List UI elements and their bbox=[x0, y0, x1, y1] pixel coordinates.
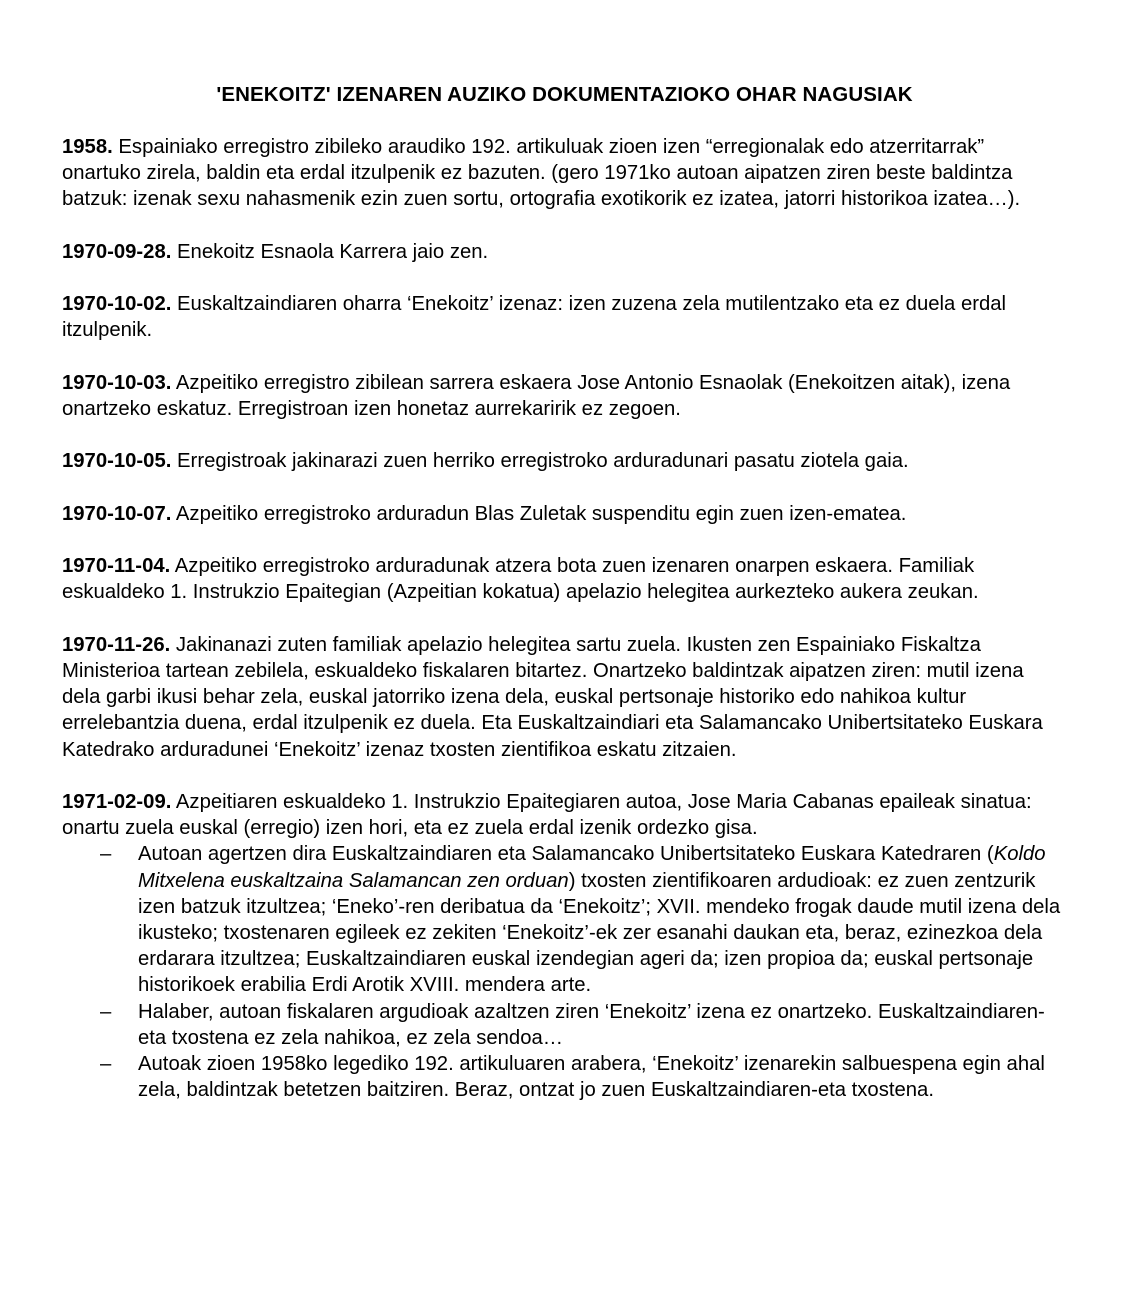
entry-text: Erregistroak jakinarazi zuen herriko erregistroko arduradunari pasatu ziotela gaia. bbox=[177, 450, 909, 473]
list-item-text: Autoak zioen 1958ko legediko 192. artikuluaren arabera, ‘Enekoitz’ izenarekin salbuespena egin ahal zela, baldintzak betetzen baitziren. Beraz, ontzat jo zuen Euskaltzaindiaren-eta txostena. bbox=[138, 1052, 1045, 1102]
list-item bbox=[62, 841, 1067, 998]
document-title: 'ENEKOITZ' IZENAREN AUZIKO DOKUMENTAZIOKO OHAR NAGUSIAK bbox=[216, 83, 913, 106]
entry-date: 1970-11-26. bbox=[62, 633, 171, 656]
entry-date: 1970-10-03. bbox=[62, 371, 172, 394]
entry-1970-10-07 bbox=[62, 501, 1067, 527]
list-item-italic-text: Koldo Mitxelena euskaltzaina Salamancan zen orduan bbox=[138, 843, 1046, 892]
entry-text: Enekoitz Esnaola Karrera jaio zen. bbox=[177, 240, 489, 263]
entry-1970-10-02 bbox=[62, 291, 1067, 343]
entry-text: Euskaltzaindiaren oharra ‘Enekoitz’ izenaz: izen zuzena zela mutilentzako eta ez duela erdal itzulpenik. bbox=[62, 293, 1007, 342]
entry-date: 1970-10-07. bbox=[62, 502, 172, 525]
list-item bbox=[62, 1051, 1067, 1103]
entry-date: 1970-10-05. bbox=[62, 450, 172, 473]
entry-1970-09-28 bbox=[62, 239, 1067, 265]
list-dash: – bbox=[100, 843, 112, 866]
entry-1971-02-09 bbox=[62, 789, 1067, 841]
entry-1970-10-05 bbox=[62, 448, 1067, 474]
list-item-text: Autoan agertzen dira Euskaltzaindiaren eta Salamancako Unibertsitateko Euskara Katedraren ( bbox=[138, 843, 994, 866]
entry-1958 bbox=[62, 134, 1067, 213]
list-item bbox=[62, 999, 1067, 1051]
entry-text: Espainiako erregistro zibileko araudiko 192. artikuluak zioen izen “erregionalak edo atzerritarrak” onartuko zirela, baldin eta erdal itzulpenik ez bazuten. (gero 1971ko autoan aipatzen ziren beste baldintza batzuk: izenak sexu nahasmenik ezin zuen sortu, ortografia exotikorik ez izatea, jatorri historikoa izatea…). bbox=[62, 136, 1021, 211]
entry-text: Azpeitiko erregistro zibilean sarrera eskaera Jose Antonio Esnaolak (Enekoitzen aitak), izena onartzeko eskatuz. Erregistroan izen honetaz aurrekaririk ez zegoen. bbox=[62, 371, 1011, 420]
entry-text: Azpeitiko erregistroko arduradunak atzera bota zuen izenaren onarpen eskaera. Familiak eskualdeko 1. Instrukzio Epaitegian (Azpeitian kokatua) apelazio helegitea aurkezteko aukera zeukan. bbox=[62, 555, 979, 604]
entry-1970-11-26 bbox=[62, 632, 1067, 763]
list-dash: – bbox=[100, 1052, 112, 1075]
entry-date: 1970-09-28. bbox=[62, 240, 172, 263]
list-dash: – bbox=[100, 1000, 112, 1023]
ruling-points-list bbox=[62, 841, 1067, 1103]
entry-text: Jakinanazi zuten familiak apelazio helegitea sartu zuela. Ikusten zen Espainiako Fiskaltza Ministerioa tartean zebilela, eskualdeko fiskalaren bitartez. Onartzeko baldintzak aipatzen ziren: mutil izena dela garbi ikusi behar zela, euskal jatorriko izena dela, euskal pertsonaje historiko edo nahikoa kultur errelebantzia duena, erdal itzulpenik ez duela. Eta Euskaltzaindiari eta Salamancako Unibertsitateko Euskara Katedrako arduradunei ‘Enekoitz’ izenaz txosten zientifikoa eskatu zitzaien. bbox=[62, 633, 1043, 761]
list-item-text: ) txosten zientifikoaren ardudioak: ez zuen zentzurik izen batzuk itzultzea; ‘Eneko’-ren deribatua da ‘Enekoitz’; XVII. mendeko frogak daude mutil izena dela ikusteko; txostenaren egileek ez zekiten ‘Enekoitz’-ek zer esanahi daukan eta, beraz, ezinezkoa dela erdarara itzultzea; Euskaltzaindiaren euskal izendegian ageri da; izen propioa da; euskal pertsonaje historikoek erabilia Erdi Arotik XVIII. mendera arte. bbox=[138, 869, 1061, 997]
entry-date: 1971-02-09. bbox=[62, 790, 172, 813]
entry-date: 1958. bbox=[62, 136, 113, 158]
entry-text: Azpeitiaren eskualdeko 1. Instrukzio Epaitegiaren autoa, Jose Maria Cabanas epaileak sinatua: onartu zuela euskal (erregio) izen hori, eta ez zuela erdal izenik ordezko gisa. bbox=[62, 790, 1032, 840]
list-item-text: Halaber, autoan fiskalaren argudioak azaltzen ziren ‘Enekoitz’ izena ez onartzeko. Euskaltzaindiaren-eta txostena ez zela nahikoa, ez zela sendoa… bbox=[138, 1000, 1045, 1049]
entry-text: Azpeitiko erregistroko arduradun Blas Zuletak suspenditu egin zuen izen-ematea. bbox=[175, 502, 907, 525]
entry-date: 1970-11-04. bbox=[62, 555, 171, 578]
entry-date: 1970-10-02. bbox=[62, 293, 172, 316]
entry-1970-11-04 bbox=[62, 553, 1067, 605]
entry-1970-10-03 bbox=[62, 370, 1067, 422]
